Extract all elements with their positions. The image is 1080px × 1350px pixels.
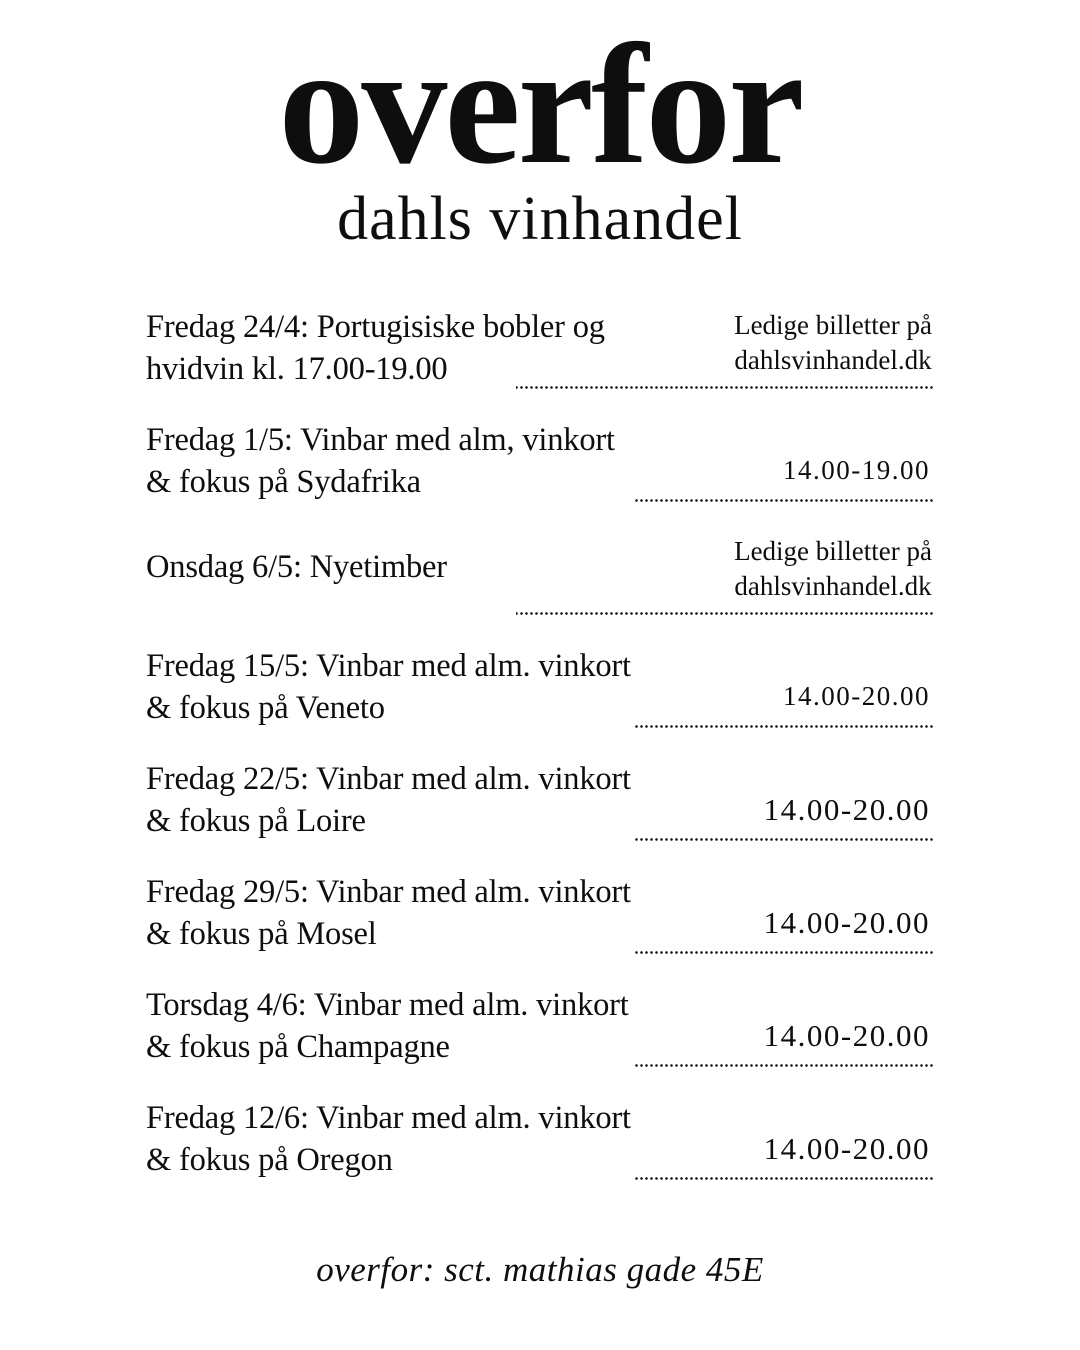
event-title-line1: Fredag 15/5: Vinbar med alm. vinkort: [146, 648, 631, 685]
event-row: [146, 306, 934, 391]
dotted-divider: [635, 951, 934, 954]
event-availability: [516, 534, 934, 615]
event-availability: [516, 308, 934, 389]
time-range: 14.00-20.00: [763, 1018, 930, 1054]
availability-line2: dahlsvinhandel.dk: [734, 345, 932, 376]
dotted-divider: [635, 1177, 934, 1180]
event-time: [635, 1131, 934, 1180]
availability-line1: Ledige billetter på: [734, 536, 932, 567]
time-range: 14.00-20.00: [763, 905, 930, 941]
event-time-text: [783, 681, 934, 725]
time-range: 14.00-20.00: [763, 792, 930, 828]
dotted-divider: [516, 612, 934, 615]
event-row: [146, 1097, 934, 1182]
event-title-line2: & fokus på Mosel: [146, 916, 377, 953]
event-availability-text: [734, 534, 934, 612]
dotted-divider: [635, 838, 934, 841]
event-row: [146, 532, 934, 617]
event-time-text: [783, 455, 934, 499]
event-time: [635, 681, 934, 728]
event-time: [635, 792, 934, 841]
availability-line2: dahlsvinhandel.dk: [734, 571, 932, 602]
event-title-line1: Fredag 22/5: Vinbar med alm. vinkort: [146, 761, 631, 798]
event-title-line2: hvidvin kl. 17.00-19.00: [146, 351, 448, 388]
time-range: 14.00-19.00: [783, 455, 930, 486]
event-row: [146, 645, 934, 730]
time-range: 14.00-20.00: [763, 1131, 930, 1167]
event-time: [635, 1018, 934, 1067]
dotted-divider: [635, 499, 934, 502]
event-title-line1: Fredag 29/5: Vinbar med alm. vinkort: [146, 874, 631, 911]
event-time-text: [764, 1018, 934, 1064]
event-availability-text: [734, 308, 934, 386]
event-time: [635, 905, 934, 954]
event-time-text: [764, 1131, 934, 1177]
event-title-line1: Fredag 1/5: Vinbar med alm, vinkort: [146, 422, 615, 459]
event-time: [635, 455, 934, 502]
event-row: [146, 984, 934, 1069]
event-title-line1: Fredag 12/6: Vinbar med alm. vinkort: [146, 1100, 631, 1137]
availability-line1: Ledige billetter på: [734, 310, 932, 341]
event-title-line1: Onsdag 6/5: Nyetimber: [146, 549, 447, 586]
time-range: 14.00-20.00: [783, 681, 930, 712]
dotted-divider: [516, 386, 934, 389]
event-list: [146, 306, 934, 1182]
event-title-line1: Torsdag 4/6: Vinbar med alm. vinkort: [146, 987, 629, 1024]
event-row: [146, 758, 934, 843]
dotted-divider: [635, 725, 934, 728]
event-title-line2: & fokus på Oregon: [146, 1142, 393, 1179]
event-time-text: [764, 792, 934, 838]
footer: [0, 1250, 1080, 1290]
event-title-line2: & fokus på Sydafrika: [146, 464, 421, 501]
event-title-line1: Fredag 24/4: Portugisiske bobler og: [146, 309, 605, 346]
event-row: [146, 871, 934, 956]
brand-subtitle: dahls vinhandel: [337, 185, 743, 254]
event-title-line2: & fokus på Veneto: [146, 690, 385, 727]
event-title-line2: & fokus på Champagne: [146, 1029, 450, 1066]
masthead: [0, 0, 1080, 254]
event-row: [146, 419, 934, 504]
event-time-text: [764, 905, 934, 951]
event-title-line2: & fokus på Loire: [146, 803, 366, 840]
brand-title: overfor: [278, 10, 802, 200]
address: overfor: sct. mathias gade 45E: [316, 1250, 764, 1290]
dotted-divider: [635, 1064, 934, 1067]
